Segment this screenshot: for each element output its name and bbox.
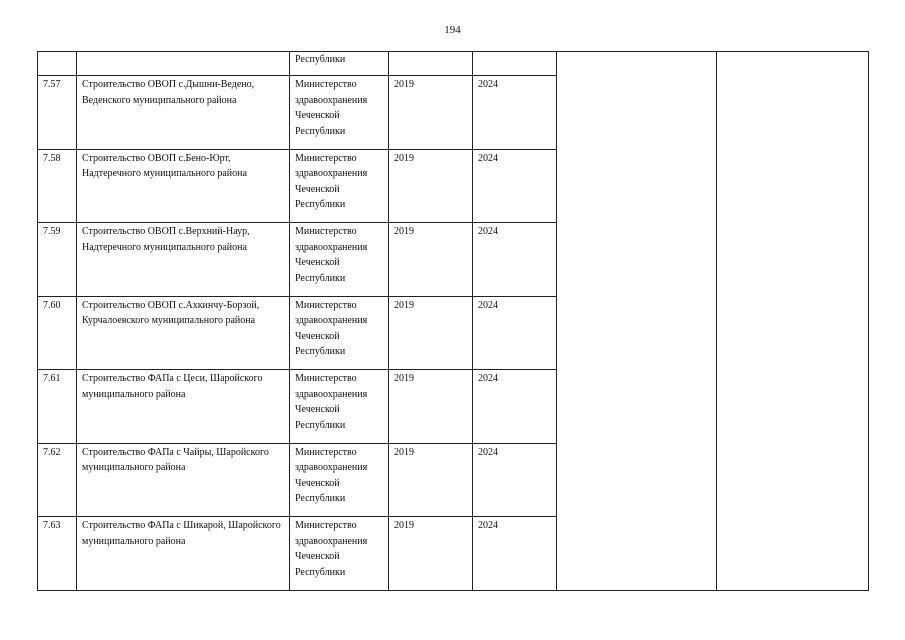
cell-org: Министерство здравоохранения Чеченской Республики — [290, 296, 389, 370]
cell-start: 2019 — [389, 296, 473, 370]
cell-org: Министерство здравоохранения Чеченской Республики — [290, 149, 389, 223]
page-number: 194 — [444, 24, 461, 36]
cell-num: 7.63 — [38, 517, 77, 591]
cell-start: 2019 — [389, 149, 473, 223]
cell-org: Министерство здравоохранения Чеченской Республики — [290, 76, 389, 150]
table-row-continued — [38, 52, 869, 76]
cell-org: Министерство здравоохранения Чеченской Республики — [290, 443, 389, 517]
cell-end: 2024 — [473, 370, 557, 444]
cell-num: 7.57 — [38, 76, 77, 150]
cell-org: Министерство здравоохранения Чеченской Республики — [290, 370, 389, 444]
cell-end: 2024 — [473, 517, 557, 591]
cell-name: Строительство ОВОП с.Дышни-Ведено, Веденского муниципального района — [77, 76, 290, 150]
cell-start — [389, 52, 473, 76]
cell-end: 2024 — [473, 296, 557, 370]
cell-num: 7.61 — [38, 370, 77, 444]
cell-start: 2019 — [389, 517, 473, 591]
cell-org: Республики — [290, 52, 389, 76]
cell-num: 7.60 — [38, 296, 77, 370]
cell-num: 7.62 — [38, 443, 77, 517]
cell-merged-b — [717, 52, 869, 591]
cell-merged-a — [557, 52, 717, 591]
cell-start: 2019 — [389, 223, 473, 297]
cell-name: Строительство ФАПа с Чайры, Шаройского муниципального района — [77, 443, 290, 517]
activities-table — [37, 51, 869, 591]
cell-name: Строительство ОВОП с.Бено-Юрт, Надтеречного муниципального района — [77, 149, 290, 223]
cell-num: 7.58 — [38, 149, 77, 223]
cell-name: Строительство ОВОП с.Ахкинчу-Борзой, Курчалоевского муниципального района — [77, 296, 290, 370]
cell-org: Министерство здравоохранения Чеченской Республики — [290, 517, 389, 591]
cell-name: Строительство ФАПа с Шикарой, Шаройского муниципального района — [77, 517, 290, 591]
cell-end — [473, 52, 557, 76]
cell-org: Министерство здравоохранения Чеченской Республики — [290, 223, 389, 297]
cell-num — [38, 52, 77, 76]
cell-start: 2019 — [389, 443, 473, 517]
cell-end: 2024 — [473, 149, 557, 223]
cell-name: Строительство ФАПа с Цеси, Шаройского муниципального района — [77, 370, 290, 444]
cell-num: 7.59 — [38, 223, 77, 297]
cell-end: 2024 — [473, 443, 557, 517]
cell-end: 2024 — [473, 223, 557, 297]
cell-end: 2024 — [473, 76, 557, 150]
cell-start: 2019 — [389, 370, 473, 444]
cell-start: 2019 — [389, 76, 473, 150]
cell-name — [77, 52, 290, 76]
cell-name: Строительство ОВОП с.Верхний-Наур, Надтеречного муниципального района — [77, 223, 290, 297]
